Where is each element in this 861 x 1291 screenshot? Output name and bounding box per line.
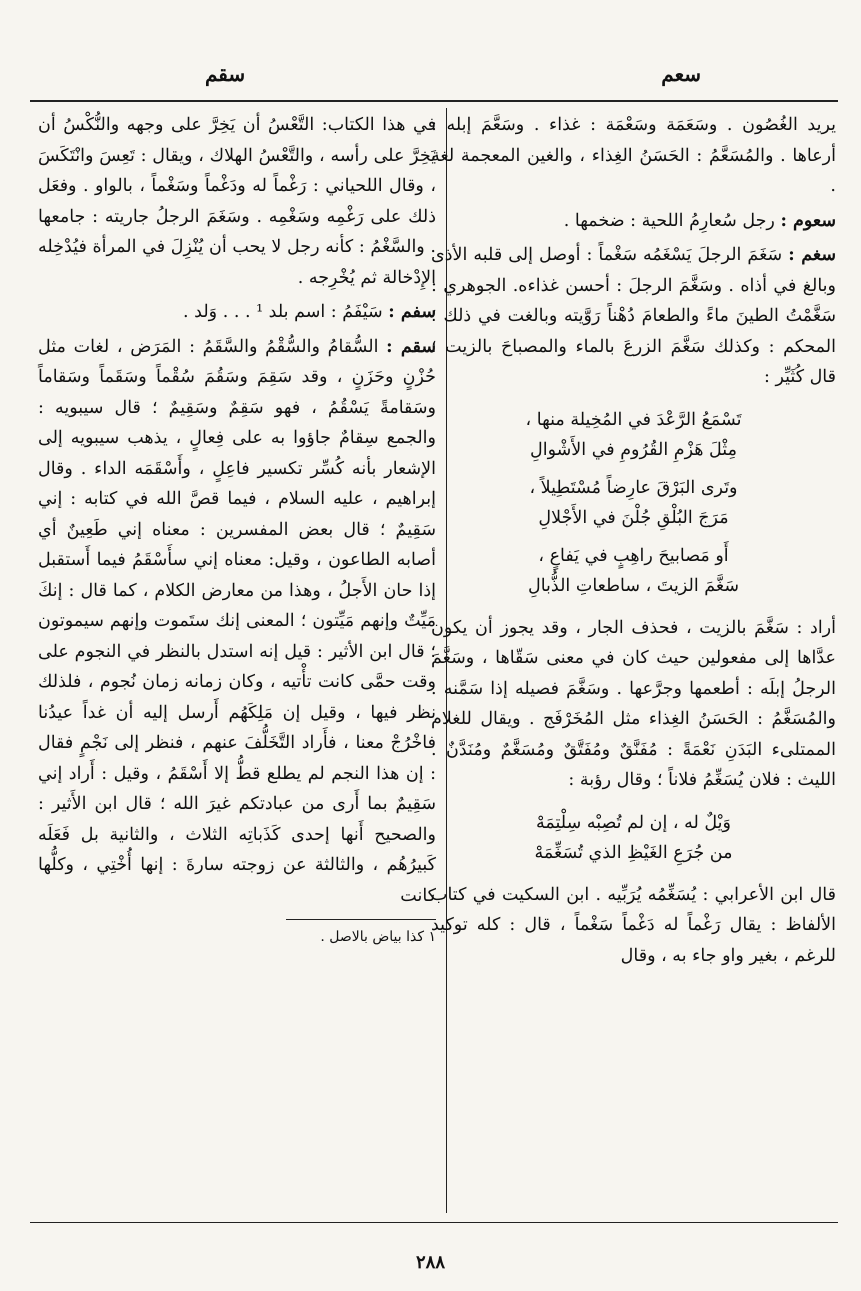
verse-line: مَرَجَ البُلْقِ جُلْنَ في الأَجْلالِ: [538, 507, 729, 528]
entry-continuation: يريد الغُصُون . وسَعَمَة وسَعْمَة : غذاء . وسَعَّمَ إبله : أرعاها . والمُسَعَّمُ : الحَسَنُ الغِذاء ، والغين المعجمة لغة .: [431, 115, 836, 196]
right-column: [431, 110, 836, 975]
bottom-rule: [30, 1222, 838, 1223]
verse-line: سَغَّمَ الزيتَ ، ساطعاتِ الذُّبالِ: [527, 575, 740, 596]
headword: سفم :: [388, 302, 436, 322]
footnote: ١ كذا بياض بالاصل .: [320, 929, 436, 945]
entry-text: أراد : سَغَّمَ بالزيت ، فحذف الجار ، وقد يجوز أن يكون عدَّاها إلى مفعولين حيث كان في معنى سَقّاها ، وسَغَّمَ الرجلُ إبلَه : أطعمها وجرَّعها . وسَغَّمَ فصيله إذا سَمَّنه . والمُسَغَّمُ : الحَسَنُ الغِذاء مثل المُخَرْفَج . ويقال للغلام الممتلىء البَدَنِ نَعْمَةً : مُفَنَّقٌ ومُفَتَّقٌ ومُسَغَّمٌ ومُنَدَّنٌ . الليث : فلان يُسَغِّمُ فلاناً ؛ وقال رؤبة :: [431, 617, 836, 790]
verse-line: تَسْمَعُ الرَّعْدَ في المُخِيلة منها ،: [525, 409, 742, 430]
left-column: [38, 110, 436, 948]
headword: سعوم :: [780, 210, 836, 231]
verse-line: أَو مَصابيحَ راهِبٍ في يَفاعٍ ،: [538, 545, 729, 566]
entry-text: سَيْفَمُ : اسم بلد ¹ . . . وَلد .: [183, 302, 389, 322]
verse-line: من جُرَعِ الغَيْظِ الذي تُسَغِّمَهْ: [534, 842, 733, 863]
entry-text: السُّقامُ والسُّقْمُ والسَّقَمُ : المَرَض ، لغات مثل حُزْنٍ وحَزَنٍ ، وقد سَقِمَ وسَقُمَ سُقْماً وسَقَماً وسَقاماً وسَقامةً يَسْقُمُ ، فهو سَقِمٌ وسَقِيمٌ ؛ قال سيبويه : والجمع سِقامٌ جاؤوا به على فِعالٍ ، يذهب سيبويه إلى الإشعار بأنه كُسِّر تكسير فاعِلٍ ، وأَسْقَمَه الداء . وقال إبراهيم ، عليه السلام ، فيما قصَّ الله في كتابه : إني سَقِيمٌ ؛ قال بعض المفسرين : معناه إني طَعِينٌ أي أصابه الطاعون ، وقيل: معناه إني سأَسْقَمُ فيما أَستقبل إذا حان الأَجلُ ، وهذا من معارض الكلام ، كما قال : إنكَ مَيِّتٌ وإنهم مَيِّتون ؛ المعنى إنك ستَموت وإنهم سيموتون ؛ قال ابن الأثير : قيل إنه استدل بالنظر في النجوم على وقت حمَّى كانت تأْتيه ، وكان زمانه زمان نُجوم ، فلذلك نظر فيها ، وقيل إن مَلِكَهُم أَرسل إليه أن غداً عيدُنا فاخْرُجْ معنا ، فأَراد التَّخَلُّفَ عنهم ، فنظر إلى نَجْمٍ فقال : إن هذا النجم لم يطلع قطُّ إلا أَسْقَمُ ، وقيل : أَراد إني سَقِيمٌ بما أَرى من عبادتكم غيرَ الله ؛ قال ابن الأَثير : والصحيح أَنها إحدى كَذَباتِه الثلاث ، والثانية بل فَعَلَه كَبيرُهُم ، والثالثة عن زوجته سارةَ : إنها أُخْتِي ، وكلُّها كانت: [38, 336, 436, 906]
poem-ruba: [431, 808, 836, 868]
running-head-right: سعم: [661, 62, 701, 86]
page-number: ٢٨٨: [415, 1252, 445, 1273]
entry-continuation: في هذا الكتاب: التَّعْسُ أن يَخِرَّ على وجهه والنُّكْسُ أن يَخِرَّ على رأسه ، والتَّعْسُ الهلاك ، ويقال : تَعِسَ وانْتَكَسَ ، وقال اللحياني : رَغْماً له ودَغْماً وسَغْماً ، بالواو . وفعَل ذلك على رَغْمِه وسَغْمِه . وسَغَمَ الرجلُ جاريته : جامعها . والسَّغْمُ : كأنه رجل لا يحب أن يُنْزِلَ في المرأة فيُدْخِله الإِدْخالة ثم يُخْرِجه .: [38, 115, 436, 288]
entry-sagham: [431, 240, 836, 393]
entry-sayfam: [38, 297, 436, 328]
footnote-separator: [286, 919, 436, 920]
entry-saqam: [38, 332, 436, 912]
entry-text: سَغَمَ الرجلَ يَسْغَمُه سَغْماً : أوصل إلى قلبه الأذى وبالغ في أذاه . وسَغَّمَ الرجلَ : أحسن غذاءه. الجوهري : سَغَّمْتُ الطينَ ماءً والطعامَ دُهْناً رَوَّيته وبالغت في ذلك ؛ المحكم : وكذلك سَغَّمَ الزرعَ بالماء والمصباحَ بالزيت ؛ قال كُثَيِّر :: [431, 245, 836, 387]
headword: سقم :: [386, 336, 436, 357]
entry-text: قال ابن الأعرابي : يُسَغِّمُه يُرَبِّيه . ابن السكيت في كتاب الألفاظ : يقال رَغْماً له دَغْماً سَغْماً ، قال : كله توكيد للرغم ، بغير واو جاء به ، وقال: [431, 884, 836, 966]
running-head-left: سقم: [205, 62, 246, 86]
top-rule: [30, 100, 838, 102]
verse-line: مِثْلَ هَزْمِ القُرُومِ في الأَشْوالِ: [530, 439, 737, 460]
verse-line: وَيْلٌ له ، إن لم تُصِبْه سِلْتِمَهْ: [536, 812, 731, 833]
entry-text: رجل سُعارِمُ اللحية : ضخمها .: [563, 210, 781, 231]
headword: سغم :: [788, 245, 836, 265]
entry-saarim: [431, 206, 836, 237]
verse-line: وتَرى البَرْقَ عارِضاً مُسْتَطِيلاً ،: [529, 477, 738, 498]
poem-kuthayyir: [431, 405, 836, 601]
